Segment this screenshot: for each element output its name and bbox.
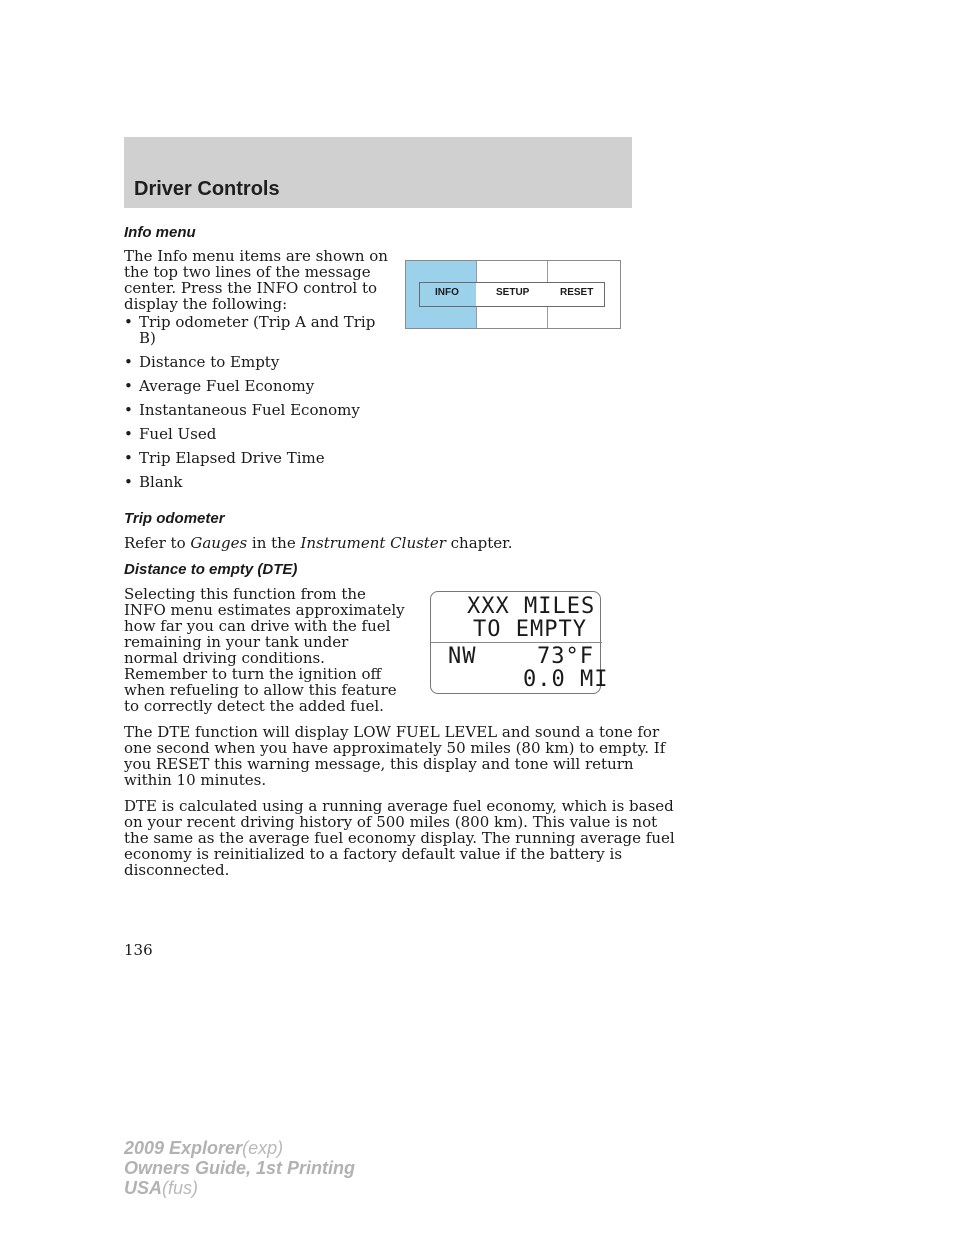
text-line: Selecting this function from the: [124, 585, 366, 603]
text-line: The Info menu items are shown on: [124, 247, 388, 265]
dte-heading: Distance to empty (DTE): [124, 561, 298, 578]
text-line: display the following:: [124, 295, 288, 313]
footer-model: 2009 Explorer: [124, 1138, 243, 1158]
list-item-text: B): [139, 329, 156, 347]
section-header: [124, 137, 632, 208]
text-line: when refueling to allow this feature: [124, 681, 397, 699]
list-item-text: • Trip odometer (Trip A and Trip: [139, 313, 376, 331]
info-menu-list: [124, 314, 375, 498]
list-item: [124, 314, 375, 346]
text-line: how far you can drive with the fuel: [124, 617, 391, 635]
dte-display: [430, 591, 609, 694]
dte-paragraph-2: [124, 724, 665, 788]
gauges-reference: Gauges: [190, 534, 248, 552]
trip-odometer-text: [124, 535, 512, 551]
text-line: one second when you have approximately 50 miles (80 km) to empty. If: [124, 739, 666, 757]
footer-region: USA: [124, 1178, 163, 1198]
text-line: economy is reinitialized to a factory default value if the battery is: [124, 845, 623, 863]
text-line: Remember to turn the ignition off: [124, 665, 382, 683]
list-item: • Distance to Empty: [124, 354, 375, 370]
control-button-row: [419, 282, 605, 307]
text-line: you RESET this warning message, this display and tone will return: [124, 755, 634, 773]
section-title: Driver Controls: [134, 178, 280, 200]
instrument-cluster-reference: Instrument Cluster: [300, 534, 446, 552]
text-line: on your recent driving history of 500 miles (800 km). This value is not: [124, 813, 658, 831]
info-button-label: INFO: [435, 287, 459, 298]
footer-model-code: (exp): [242, 1138, 284, 1158]
text-line: disconnected.: [124, 861, 230, 879]
text-line: the same as the average fuel economy display. The running average fuel: [124, 829, 675, 847]
list-item: • Trip Elapsed Drive Time: [124, 450, 375, 466]
dte-paragraph-3: [124, 798, 675, 878]
display-divider: [431, 642, 602, 643]
text-span: Refer to: [124, 534, 191, 552]
info-menu-intro: [124, 248, 388, 312]
list-item: • Blank: [124, 474, 375, 490]
info-menu-heading: Info menu: [124, 224, 196, 241]
page-number: 136: [124, 941, 153, 959]
reset-button-label: RESET: [560, 287, 594, 298]
text-line: center. Press the INFO control to: [124, 279, 378, 297]
list-item: • Fuel Used: [124, 426, 375, 442]
footer-region-code: (fus): [162, 1178, 199, 1198]
temperature-readout: 73°F: [537, 644, 594, 669]
info-setup-reset-panel: [405, 260, 621, 329]
list-item: • Instantaneous Fuel Economy: [124, 402, 375, 418]
text-line: within 10 minutes.: [124, 771, 267, 789]
compass-readout: NW: [448, 644, 477, 669]
dte-line-2: TO EMPTY: [473, 617, 587, 642]
list-item: • Average Fuel Economy: [124, 378, 375, 394]
text-line: to correctly detect the added fuel.: [124, 697, 384, 715]
text-span: in the: [247, 534, 301, 552]
text-line: INFO menu estimates approximately: [124, 601, 405, 619]
odometer-readout: 0.0 MI: [523, 667, 609, 692]
dte-intro: [124, 586, 405, 714]
trip-odometer-heading: Trip odometer: [124, 510, 225, 527]
text-line: The DTE function will display LOW FUEL LEVEL and sound a tone for: [124, 723, 660, 741]
footer-print-info: [124, 1138, 355, 1198]
text-line: DTE is calculated using a running average fuel economy, which is based: [124, 797, 674, 815]
text-line: remaining in your tank under: [124, 633, 349, 651]
text-line: the top two lines of the message: [124, 263, 371, 281]
dte-line-1: XXX MILES: [467, 594, 596, 619]
setup-button-label: SETUP: [496, 287, 530, 298]
footer-guide: Owners Guide, 1st Printing: [124, 1158, 356, 1178]
text-line: normal driving conditions.: [124, 649, 325, 667]
text-span: chapter.: [445, 534, 513, 552]
